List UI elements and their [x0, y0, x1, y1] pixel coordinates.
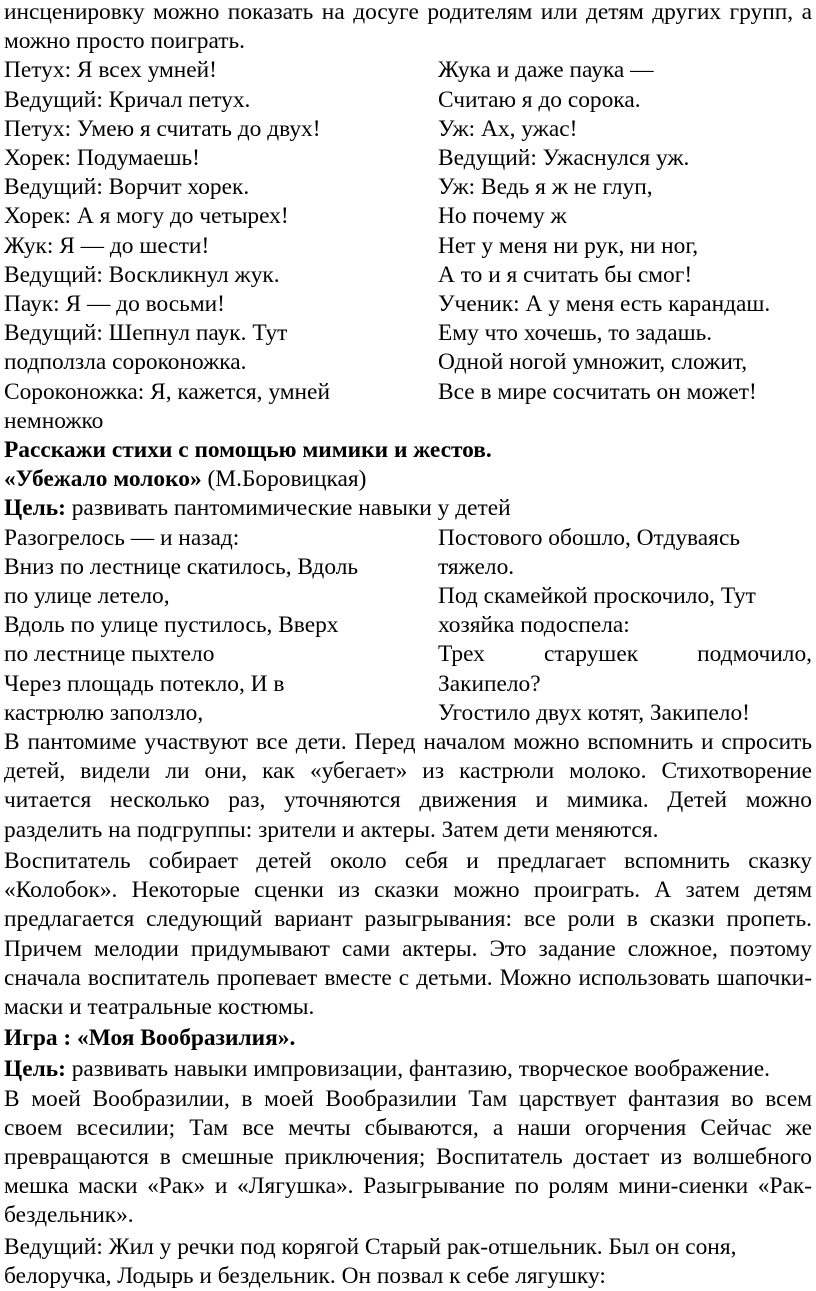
poem-line: А то и я считать бы смог! [438, 261, 693, 288]
poem1-columns [4, 56, 812, 436]
intro-paragraph: инсценировку можно показать на досуге родителям или детям других групп, а можно просто поиграть. [4, 0, 812, 55]
goal-text: развивать навыки импровизации, фантазию, творческое воображение. [65, 1056, 770, 1083]
poem2-left-column [4, 524, 438, 728]
poem2-title-bold: «Убежало молоко» [4, 466, 202, 493]
poem-line: Ведущий: Кричал петух. [4, 86, 251, 113]
poem-line: Постового обошло, Отдуваясь тяжело. [438, 524, 740, 580]
poem2-right-column [438, 524, 812, 728]
poem-line: Под скамейкой проскочило, Тут хозяйка подоспела: [438, 583, 756, 639]
poem-line: Вдоль по улице пустилось, Вверх по лестнице пыхтело [4, 612, 339, 668]
goal-text: развивать пантомимические навыки у детей [65, 495, 511, 522]
poem-line: Ему что хочешь, то задашь. [438, 320, 713, 347]
poem2-title [4, 465, 812, 494]
poem1-right-column [438, 56, 812, 436]
poem-line: Жук: Я — до шести! [4, 232, 210, 259]
section2-paragraph-2: Воспитатель собирает детей около себя и предлагает вспомнить сказку «Колобок». Некоторые сценки из сказки можно проиграть. А затем детям предлагается следующий вариант разыгрывания: все роли в сказки пропеть. Причем мелодии придумывают сами актеры. Это задание сложное, поэтому сначала воспитатель пропевает вместе с детьми. Можно использовать шапочки-маски и театральные костюмы. [4, 847, 812, 1020]
poem-line: Хорек: Подумаешь! [4, 145, 200, 172]
poem-line: Разогрелось — и назад: [4, 524, 240, 551]
poem-line: Ведущий: Воскликнул жук. [4, 261, 280, 288]
section3-goal [4, 1055, 812, 1084]
section2-paragraph-1: В пантомиме участвуют все дети. Перед началом можно вспомнить и спросить детей, видели ли они, как «убегает» из кастрюли молоко. Стихотворение читается несколько раз, уточняются движения и мимика. Детей можно разделить на подгруппы: зрители и актеры. Затем дети меняются. [4, 729, 812, 843]
poem-line: Уж: Ведь я ж не глуп, [438, 174, 653, 201]
poem-line: Ведущий: Ужаснулся уж. [438, 145, 690, 172]
poem-line: Через площадь потекло, И в кастрюлю заползло, [4, 670, 285, 726]
section2-heading: Расскажи стихи с помощью мимики и жестов. [4, 437, 492, 464]
poem-line: Ведущий: Ворчит хорек. [4, 174, 250, 201]
poem-line: Петух: Я всех умней! [4, 57, 217, 84]
section3-paragraph-2: Ведущий: Жил у речки под корягой Старый рак-отшельник. Был он соня, белоручка, Лодырь и бездельник. Он позвал к себе лягушку: [4, 1233, 737, 1289]
section3-heading: Игра : «Моя Вообразилия». [4, 1025, 296, 1052]
poem-line: Одной ногой умножит, сложит, [438, 349, 748, 376]
poem-line: Хорек: А я могу до четырех! [4, 203, 289, 230]
poem-line: Ведущий: Шепнул паук. Тут подползла сороконожка. [4, 320, 288, 376]
poem-line: Нет у меня ни рук, ни ног, [438, 232, 699, 259]
poem-line: Петух: Умею я считать до двух! [4, 115, 321, 142]
poem-line: Угостило двух котят, Закипело! [438, 699, 750, 726]
poem-line: Но почему ж [438, 203, 567, 230]
poem-line: Ученик: А у меня есть карандаш. [438, 291, 771, 318]
poem-line: Все в мире сосчитать он может! [438, 378, 757, 405]
poem-line: Трех старушек подмочило, Закипело? [438, 641, 812, 697]
goal-label: Цель: [4, 1056, 66, 1083]
poem1-left-column [4, 56, 438, 436]
poem-line: Паук: Я — до восьми! [4, 291, 225, 318]
poem-line: Уж: Ах, ужас! [438, 115, 578, 142]
poem-line: Сороконожка: Я, кажется, умней немножко [4, 378, 330, 434]
poem-line: Жука и даже паука — [438, 57, 654, 84]
goal-label: Цель: [4, 495, 66, 522]
section2-goal [4, 494, 812, 523]
section3-paragraph-1: В моей Вообразилии, в моей Вообразилии Там царствует фантазия во всем своем всесилии; Там все мечты сбываются, а наши огорчения Сейчас же превращаются в смешные приключения; Воспитатель достает из волшебного мешка маски «Рак» и «Лягушка». Разыгрывание по ролям мини-сиенки «Рак-бездельник». [4, 1085, 812, 1229]
poem-line: Вниз по лестнице скатилось, Вдоль по улице летело, [4, 553, 359, 610]
poem2-author: (М.Боровицкая) [201, 466, 367, 493]
poem2-columns [4, 524, 812, 728]
poem-line: Считаю я до сорока. [438, 86, 641, 113]
